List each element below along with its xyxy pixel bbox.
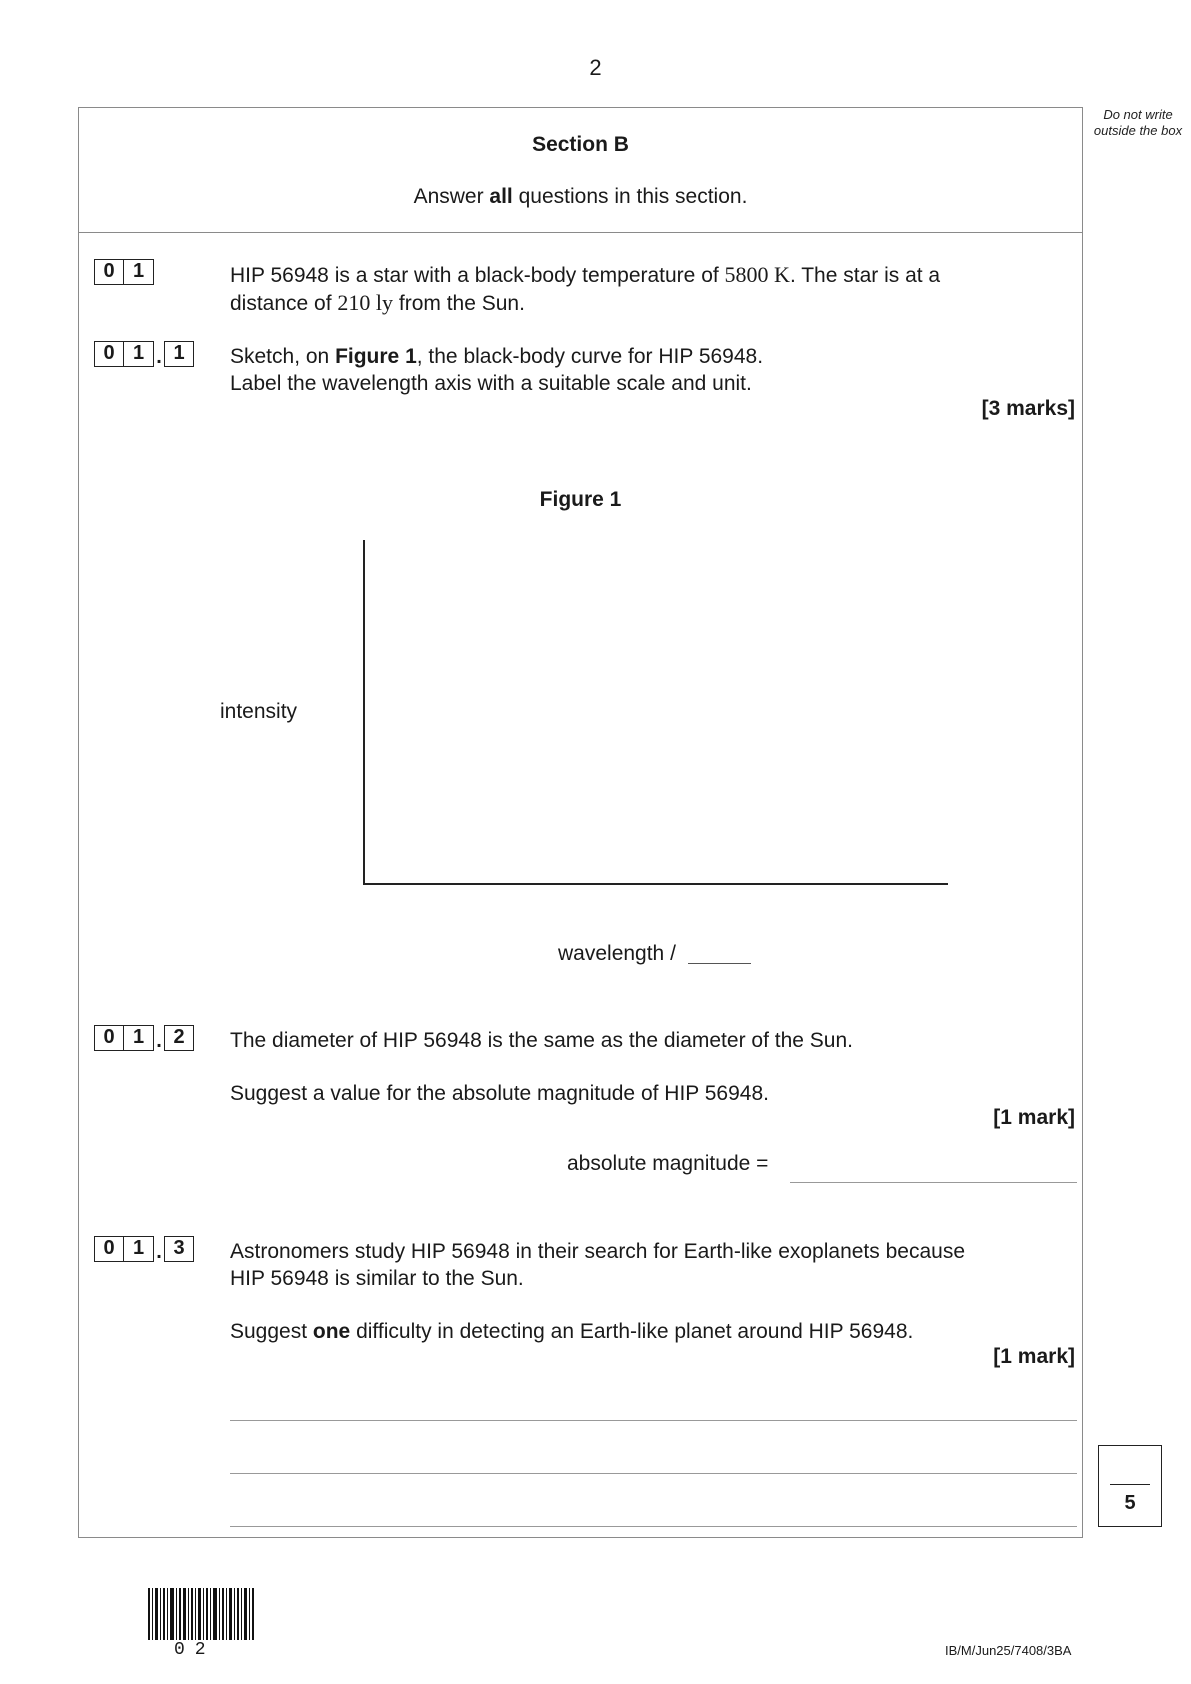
question-digit: 1 — [124, 341, 154, 367]
question-dot: . — [156, 1241, 162, 1263]
marks-label: [1 mark] — [993, 1106, 1075, 1129]
question-digit: 0 — [94, 341, 124, 367]
answer-label: absolute magnitude = — [567, 1152, 769, 1175]
q011-line1-post: , the black-body curve for HIP 56948. — [416, 345, 764, 368]
question-digit: 1 — [124, 259, 154, 285]
question-number-01-2 — [94, 1025, 194, 1051]
question-01-3-text — [230, 1238, 1080, 1292]
question-digit: 0 — [94, 259, 124, 285]
barcode-icon — [148, 1588, 258, 1640]
q013-line3-post: difficulty in detecting an Earth-like planet around HIP 56948. — [350, 1320, 914, 1343]
marks-label: [1 mark] — [993, 1345, 1075, 1368]
answer-line[interactable] — [230, 1526, 1077, 1527]
q01-text-b: . The star is at a — [789, 264, 941, 287]
answer-line[interactable] — [230, 1473, 1077, 1474]
question-dot: . — [156, 346, 162, 368]
section-divider — [79, 232, 1082, 233]
q011-line2: Label the wavelength axis with a suitable scale and unit. — [230, 372, 752, 395]
question-dot: . — [156, 1030, 162, 1052]
instruction-bold: all — [489, 185, 513, 208]
y-axis-label: intensity — [220, 700, 298, 723]
q01-text-a: HIP 56948 is a star with a black-body temperature of — [230, 264, 725, 287]
question-01-stem — [230, 261, 1080, 317]
answer-line[interactable] — [230, 1420, 1077, 1421]
question-sub-digit: 3 — [164, 1236, 194, 1262]
page-number: 2 — [589, 55, 602, 80]
question-number-01-1 — [94, 341, 194, 367]
q01-distance: 210 ly — [337, 290, 394, 315]
q013-line2: HIP 56948 is similar to the Sun. — [230, 1267, 524, 1290]
q01-temperature: 5800 K — [724, 262, 790, 287]
question-number-01 — [94, 259, 154, 285]
q013-line1: Astronomers study HIP 56948 in their search for Earth-like exoplanets because — [230, 1240, 965, 1263]
q011-line1-bold: Figure 1 — [335, 345, 417, 368]
question-digit: 1 — [124, 1236, 154, 1262]
figure-title: Figure 1 — [539, 488, 622, 511]
x-axis — [363, 883, 948, 885]
instruction-pre: Answer — [413, 185, 490, 208]
marks-label: [3 marks] — [981, 397, 1075, 420]
y-axis — [363, 540, 365, 885]
instruction-post: questions in this section. — [512, 185, 748, 208]
section-title: Section B — [532, 133, 629, 156]
score-bar — [1110, 1484, 1150, 1485]
question-digit: 0 — [94, 1025, 124, 1051]
unit-answer-blank[interactable] — [688, 963, 751, 964]
margin-note: Do not write outside the box — [1093, 107, 1183, 138]
q013-line3-bold: one — [312, 1320, 351, 1343]
x-axis-label: wavelength / — [558, 942, 676, 965]
score-total: 5 — [1124, 1492, 1136, 1514]
question-sub-digit: 1 — [164, 341, 194, 367]
question-01-2-line1: The diameter of HIP 56948 is the same as the diameter of the Sun. — [230, 1029, 853, 1052]
question-01-1-text — [230, 343, 1080, 397]
question-sub-digit: 2 — [164, 1025, 194, 1051]
q013-line3-pre: Suggest — [230, 1320, 313, 1343]
barcode-number: 02 — [174, 1640, 216, 1660]
q011-line1-pre: Sketch, on — [230, 345, 336, 368]
absolute-magnitude-answer-line[interactable] — [790, 1182, 1077, 1183]
q01-text-d: from the Sun. — [393, 292, 525, 315]
q01-text-c: distance of — [230, 292, 338, 315]
section-instruction — [78, 185, 1083, 209]
question-digit: 0 — [94, 1236, 124, 1262]
question-number-01-3 — [94, 1236, 194, 1262]
question-digit: 1 — [124, 1025, 154, 1051]
question-01-2-line2: Suggest a value for the absolute magnitude of HIP 56948. — [230, 1082, 769, 1105]
question-01-3-line3 — [230, 1318, 1080, 1345]
paper-reference: IB/M/Jun25/7408/3BA — [945, 1643, 1072, 1658]
